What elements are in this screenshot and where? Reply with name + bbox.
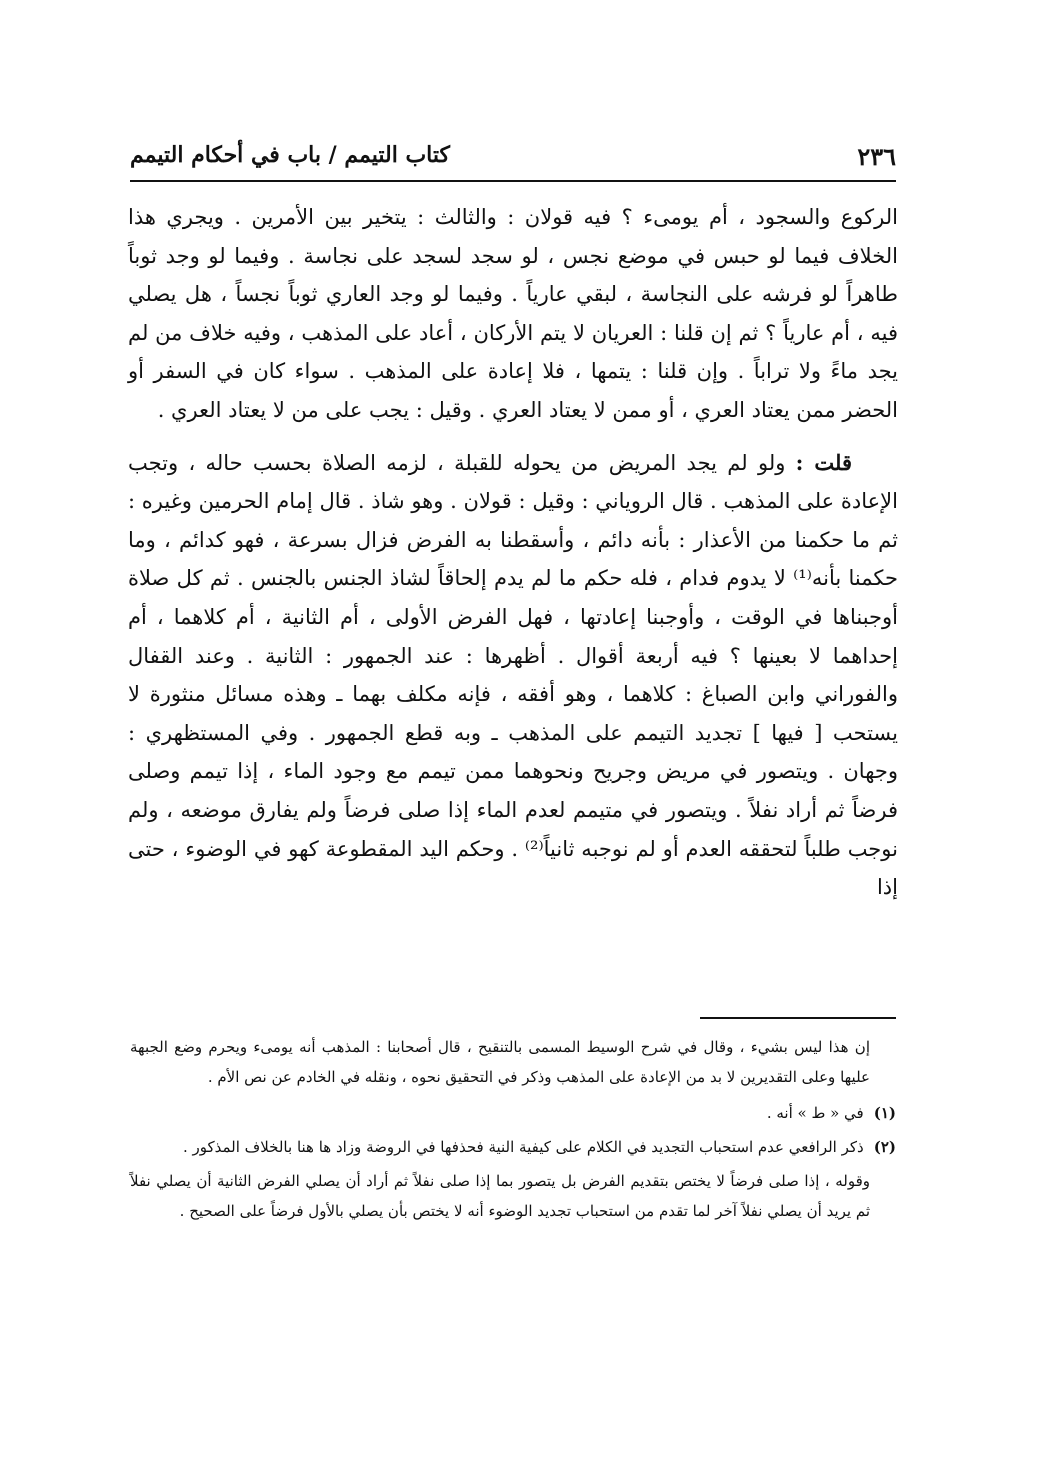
page-header [130,138,896,178]
paragraph-2-lead: قلت : [795,449,852,475]
paragraph-1: الركوع والسجود ، أم يومىء ؟ فيه قولان : والثالث : يتخير بين الأمرين . ويجري هذا الخلاف فيما لو حبس في موضع نجس ، لو سجد لسجد على نجاسة . وفيما لو وجد ثوباً طاهراً لو فرشه على النجاسة ، لبقي عارياً . وفيما لو وجد العاري ثوباً نجساً ، هل يصلي فيه ، أم عارياً ؟ ثم إن قلنا : العريان لا يتم الأركان ، أعاد على المذهب ، وفيه خلاف من لم يجد ماءً ولا تراباً . وإن قلنا : يتمها ، فلا إعادة على المذهب . سواء كان في السفر أو الحضر ممن يعتاد العري ، أو ممن لا يعتاد العري . وقيل : يجب على من لا يعتاد العري . [128,205,898,422]
footnote-continuation: إن هذا ليس بشيء ، وقال في شرح الوسيط المسمى بالتنقيح ، قال أصحابنا : المذهب أنه يومىء ويحرم وضع الجبهة عليها وعلى التقديرين لا بد من الإعادة على المذهب وذكر في التحقيق نحوه ، ونقله في الخادم عن نص الأم . [130,1038,870,1086]
footnote-1 [130,1098,896,1128]
footnotes [130,1032,896,1226]
running-title: كتاب التيمم / باب في أحكام التيمم [130,142,450,168]
footnote-2-extra: وقوله ، إذا صلى فرضاً لا يختص بتقديم الفرض بل يتصور بما إذا صلى نفلاً ثم أراد أن يصلي الفرض الثانية أن يصلي نفلاً ثم يريد أن يصلي نفلاً آخر لما تقدم من استحباب تجديد الوضوء أنه لا يختص بأن يصلي بالأول فرضاً على الصحيح . [130,1172,870,1220]
paragraph-2 [128,444,898,907]
footnote-divider [700,1017,896,1019]
paragraph-2-body: ولو لم يجد المريض من يحوله للقبلة ، لزمه الصلاة بحسب حاله ، وتجب الإعادة على المذهب . قال الروياني : وقيل : قولان . وهو شاذ . قال إمام الحرمين وغيره : ثم ما حكمنا من الأعذار : بأنه دائم ، وأسقطنا به الفرض فزال بسرعة ، فهو كدائم ، وما حكمنا بأنه⁽¹⁾ لا يدوم فدام ، فله حكم ما لم يدم إلحاقاً لشاذ الجنس بالجنس . ثم كل صلاة أوجبناها في الوقت ، وأوجبنا إعادتها ، فهل الفرض الأولى ، أم الثانية ، أم كلاهما ، أم إحداهما لا بعينها ؟ فيه أربعة أقوال . أظهرها : عند الجمهور : الثانية . وعند القفال والفوراني وابن الصباغ : كلاهما ، وهو أفقه ، فإنه مكلف بهما ـ وهذه مسائل منثورة لا يستحب [ فيها ] تجديد التيمم على المذهب ـ وبه قطع الجمهور . وفي المستظهري : وجهان . ويتصور في مريض وجريح ونحوهما ممن تيمم مع وجود الماء ، إذا تيمم وصلى فرضاً ثم أراد نفلاً . ويتصور في متيمم لعدم الماء إذا صلى فرضاً ولم يفارق موضعه ، ولم نوجب طلباً لتحققه العدم أو لم نوجبه ثانياً⁽²⁾ . وحكم اليد المقطوعة كهو في الوضوء ، حتى إذا [128,450,898,900]
header-divider [130,180,896,182]
footnote-1-text: في « ط » أنه . [766,1104,864,1122]
footnote-2-number: (٢) [873,1138,896,1156]
main-text [128,198,898,907]
page-number: ٢٣٦ [857,142,896,171]
footnote-1-number: (١) [873,1104,896,1122]
footnote-2-text: ذكر الرافعي عدم استحباب التجديد في الكلام على كيفية النية فحذفها في الروضة وزاد ها هنا بالخلاف المذكور . [182,1138,864,1156]
footnote-2 [130,1132,896,1162]
